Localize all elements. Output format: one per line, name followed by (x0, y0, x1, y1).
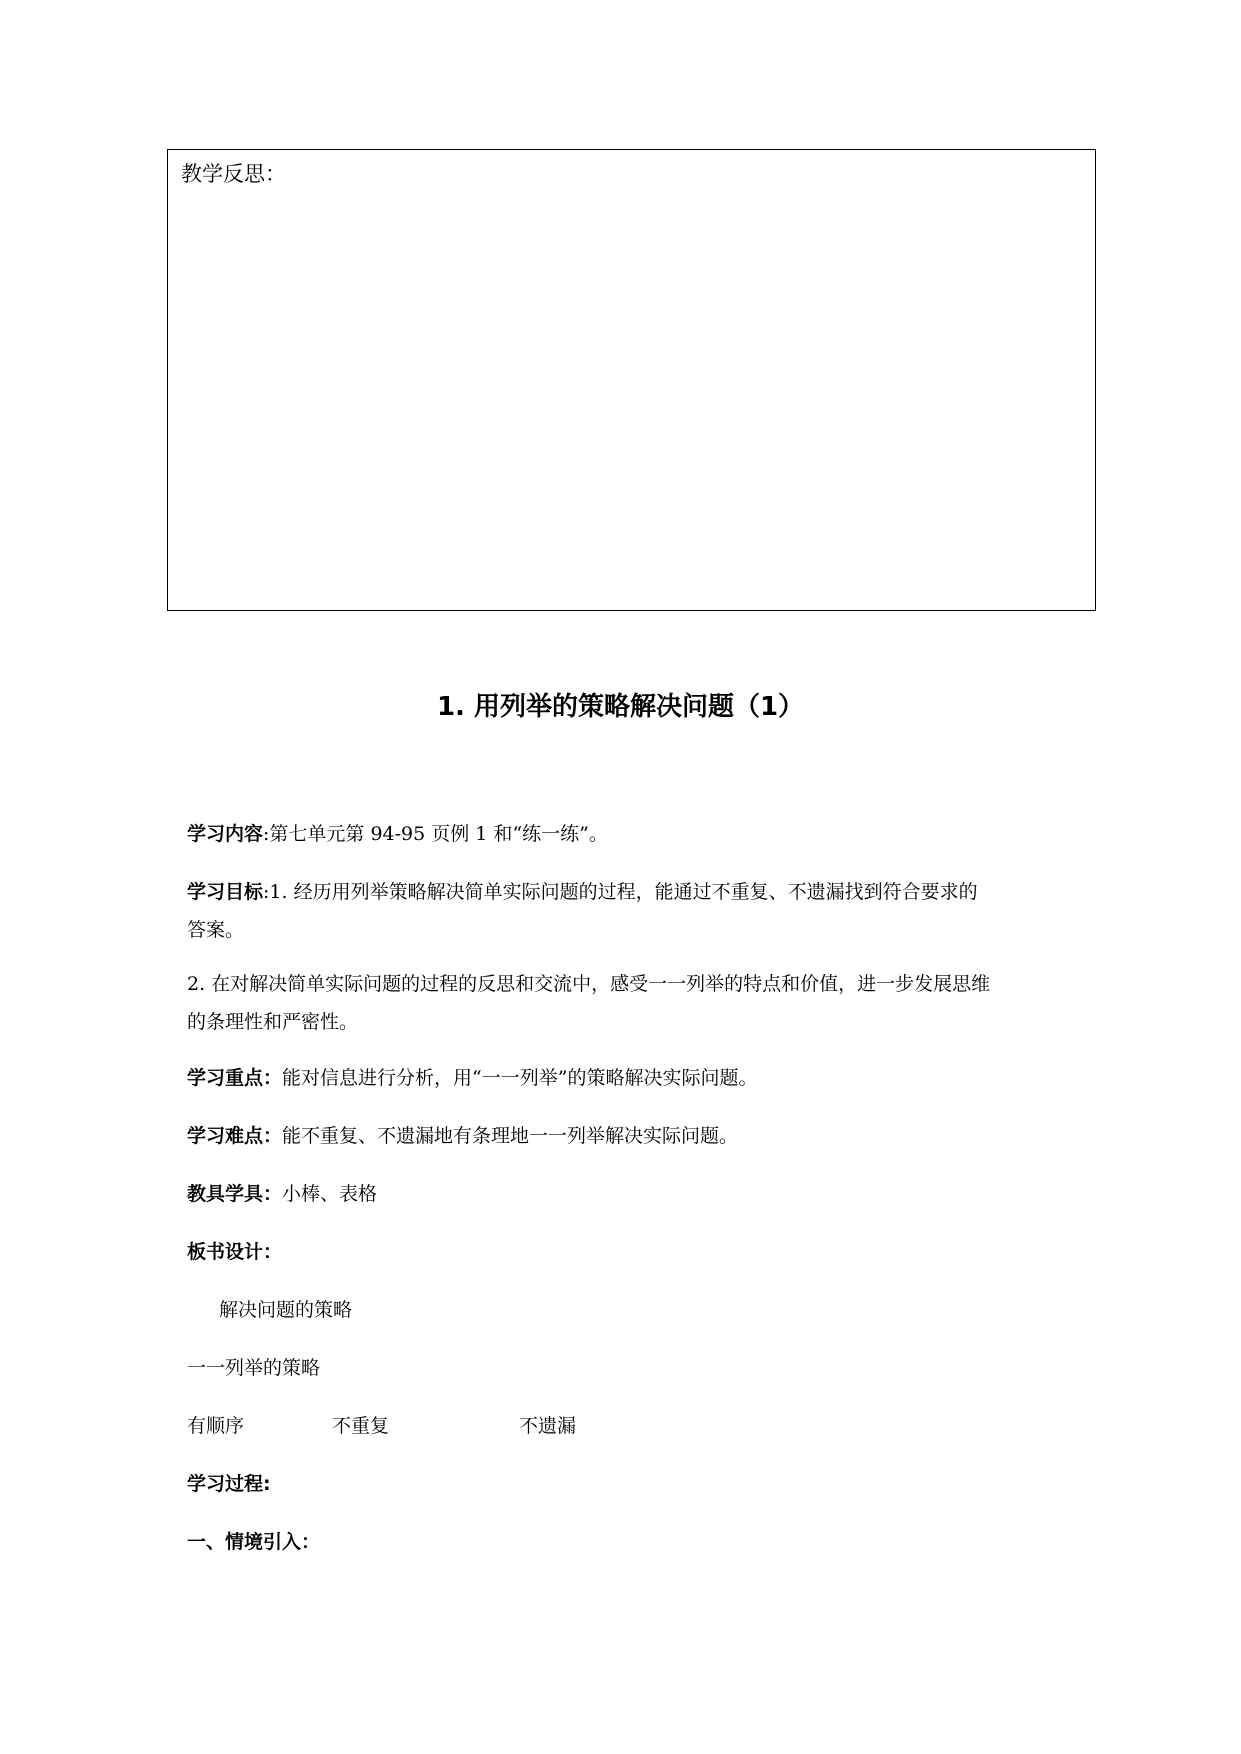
key-point-label: 学习重点： (187, 1067, 283, 1089)
learning-goals-text-2: 答案。 (187, 919, 245, 941)
board-line-3 (187, 1411, 687, 1435)
learning-goals-text-3: 2. 在对解决简单实际问题的过程的反思和交流中，感受一一列举的特点和价值，进一步发展思维 (187, 973, 991, 995)
difficulty-line (187, 1121, 738, 1148)
board-line-1: 解决问题的策略 (219, 1299, 353, 1321)
board-word-no-omit: 不遗漏 (519, 1415, 577, 1437)
difficulty-label: 学习难点： (187, 1125, 283, 1147)
key-point-text: 能对信息进行分析，用“一一列举”的策略解决实际问题。 (282, 1067, 758, 1089)
learning-content-text: :第七单元第 94-95 页例 1 和“练一练”。 (263, 823, 608, 845)
lesson-title: 1. 用列举的策略解决问题（1） (436, 692, 805, 722)
section-intro-heading: 一、情境引入： (187, 1531, 321, 1553)
teaching-reflection-label: 教学反思： (181, 162, 286, 186)
tools-text: 小棒、表格 (282, 1183, 378, 1205)
learning-goals-text-1: :1. 经历用列举策略解决简单实际问题的过程，能通过不重复、不遗漏找到符合要求的 (263, 881, 978, 903)
learning-content-label: 学习内容 (187, 823, 264, 845)
difficulty-text: 能不重复、不遗漏地有条理地一一列举解决实际问题。 (282, 1125, 739, 1147)
teaching-reflection-box (167, 149, 1096, 611)
learning-goals-line (187, 877, 978, 904)
learning-goals-text-4: 的条理性和严密性。 (187, 1011, 359, 1033)
key-point-line (187, 1063, 757, 1090)
learning-content-line (187, 819, 608, 846)
learning-goals-label: 学习目标 (187, 881, 264, 903)
board-word-order: 有顺序 (187, 1415, 245, 1437)
learning-process-label: 学习过程: (187, 1473, 271, 1495)
board-line-2: 一一列举的策略 (187, 1357, 321, 1379)
board-word-no-repeat: 不重复 (332, 1415, 390, 1437)
board-design-label: 板书设计： (187, 1241, 283, 1263)
tools-line (187, 1179, 377, 1206)
tools-label: 教具学具： (187, 1183, 283, 1205)
